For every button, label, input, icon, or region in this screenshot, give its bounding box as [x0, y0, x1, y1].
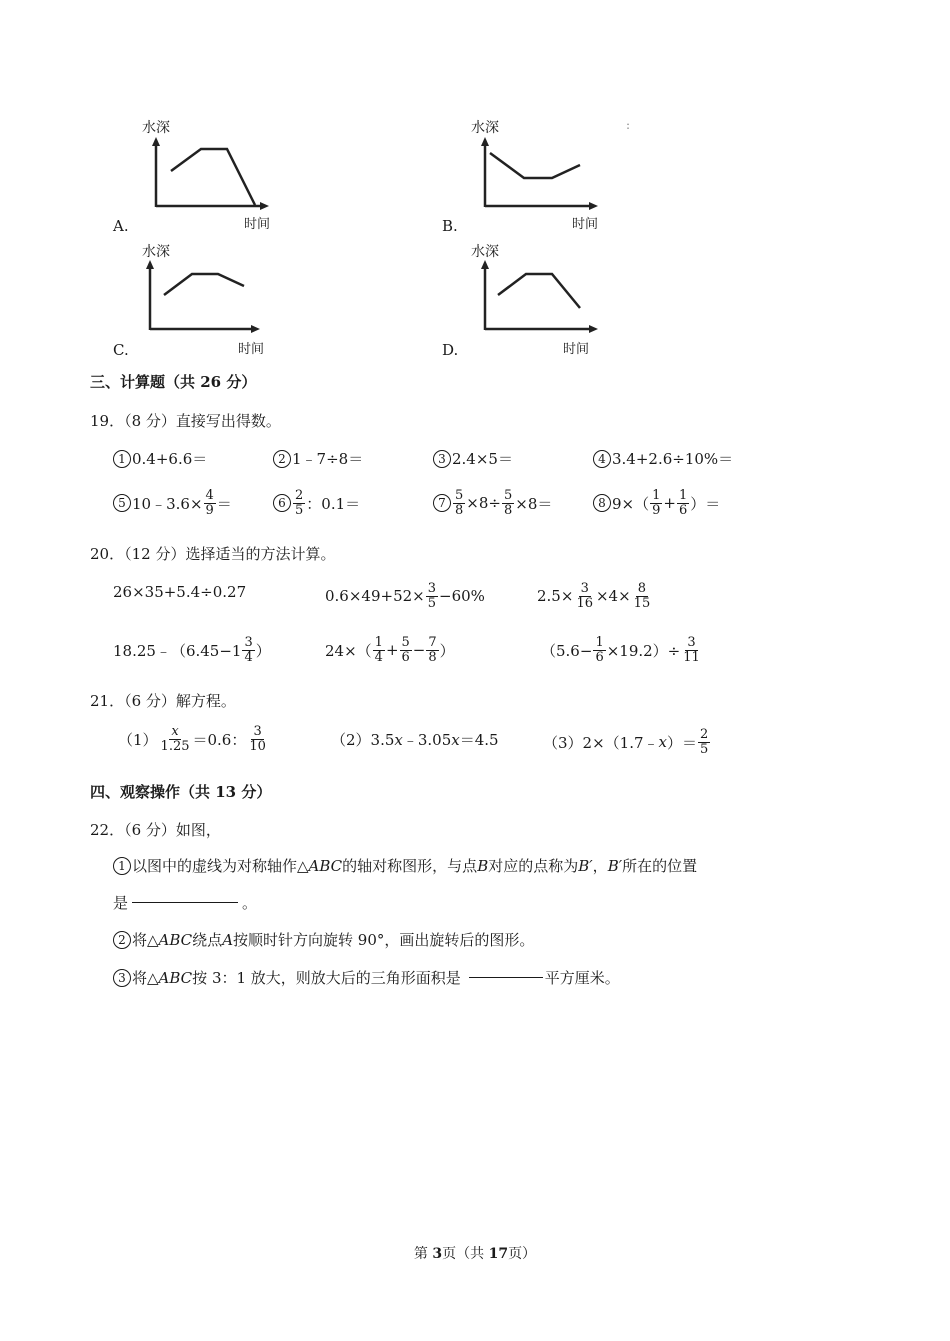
fraction: $\frac{7}{8}$: [428, 635, 437, 665]
expression-part: （1）: [118, 730, 158, 749]
q20-expr-3: [537, 582, 653, 610]
expression-part: ）＝: [666, 733, 697, 752]
q22-line-2: 是 。: [113, 894, 258, 912]
q19-item-7: [433, 489, 552, 517]
graph-a-ylabel: 水深: [142, 120, 170, 136]
expression-part: 10﹣3.6×: [132, 494, 203, 513]
fraction: $\frac{5}{8}$: [503, 488, 513, 518]
expression: 26×35+5.4÷0.27: [113, 583, 247, 601]
fraction: $\frac{4}{9}$: [205, 488, 214, 518]
q20-expr-2: [325, 582, 485, 610]
fraction: $\frac{1}{6}$: [595, 635, 604, 665]
q20-expr-6: [541, 636, 703, 664]
variable-x: x: [394, 730, 403, 749]
expression: 1﹣7÷8＝: [292, 450, 364, 468]
expression-part: 24×（: [325, 641, 372, 660]
answer-blank[interactable]: [469, 977, 543, 978]
fraction: $\frac{1}{6}$: [678, 488, 688, 518]
expression-part: ）: [439, 641, 455, 660]
expression-part: ＝4.5: [459, 731, 499, 749]
graph-c-ylabel: 水深: [142, 244, 170, 260]
expression-part: ×4×: [595, 587, 631, 606]
q19-item-5: [113, 489, 232, 517]
circle-number: 2: [273, 450, 291, 468]
graph-b: [474, 135, 609, 215]
circle-number: 2: [113, 931, 131, 949]
fraction: $\frac{2}{5}$: [700, 727, 709, 757]
circle-number: 3: [433, 450, 451, 468]
q19-item-3: [433, 448, 513, 469]
expression-part: （2）3.5: [331, 731, 395, 749]
q20-expr-5: [325, 636, 455, 664]
q22-line-4: 3 将△ ABC 按 3：1 放大，则放大后的三角形面积是 平方厘米。: [113, 967, 620, 988]
graph-d: [474, 258, 609, 338]
fraction: $\frac{3}{5}$: [427, 581, 437, 611]
graph-c-xlabel: 时间: [238, 342, 265, 357]
graph-a: [145, 135, 280, 215]
expression: 3.4+2.6÷10%＝: [612, 450, 734, 468]
fraction: $\frac{3}{10}$: [249, 724, 266, 754]
expression-part: ×8÷: [466, 494, 501, 513]
fraction: $\frac{8}{15}$: [633, 581, 651, 611]
expression-part: ：0.1＝: [306, 494, 361, 513]
circle-number: 6: [273, 494, 291, 512]
expression-part: ×19.2）÷: [606, 641, 681, 660]
graph-d-ylabel: 水深: [471, 244, 499, 260]
expression-part: （3）2×（1.7﹣: [543, 733, 659, 752]
q19-item-8: [593, 489, 720, 517]
option-d-label: D.: [442, 341, 459, 359]
q20-expr-1: [113, 583, 246, 601]
expression-part: ×8＝: [515, 494, 553, 513]
fraction: $\frac{3}{4}$: [244, 635, 253, 665]
circle-number: 8: [593, 494, 611, 512]
expression-part: ＝: [216, 494, 232, 513]
variable-x: x: [451, 730, 460, 749]
circle-number: 7: [433, 494, 451, 512]
stray-mark: :: [626, 118, 631, 132]
q20-heading: 20．（12 分）选择适当的方法计算。: [90, 545, 336, 563]
expression-part: （5.6−: [541, 641, 593, 660]
expression-part: ）: [255, 641, 271, 660]
q21-equation-2: [331, 729, 499, 750]
q19-item-4: [593, 448, 733, 469]
total-pages: 17: [488, 1246, 509, 1262]
page-footer: 第 3页（共 17页）: [413, 1246, 537, 1262]
expression-part: ＝0.6：: [192, 730, 247, 749]
circle-number: 1: [113, 450, 131, 468]
q19-heading: 19．（8 分）直接写出得数。: [90, 412, 281, 430]
option-c-label: C.: [113, 341, 129, 359]
q19-item-2: [273, 448, 363, 469]
expression-part: +: [385, 641, 399, 660]
expression-part: ﹣3.05: [402, 731, 452, 749]
q19-item-6: [273, 489, 360, 517]
expression-part: +: [663, 494, 676, 513]
fraction: $\frac{3}{16}$: [576, 581, 593, 611]
circle-number: 5: [113, 494, 131, 512]
expression-part: 18.25﹣（6.45−1: [113, 641, 242, 660]
section-4-title: 四、观察操作（共 13 分）: [90, 783, 272, 801]
q22-line-3: 2 将△ ABC 绕点 A 按顺时针方向旋转 90°，画出旋转后的图形。: [113, 929, 534, 950]
q20-expr-4: [113, 636, 271, 664]
fraction: $\frac{3}{11}$: [683, 635, 700, 665]
expression-part: 0.6×49+52×: [325, 587, 425, 606]
fraction: $\frac{x}{1.25}$: [160, 724, 190, 754]
q21-heading: 21．（6 分）解方程。: [90, 692, 236, 710]
graph-b-xlabel: 时间: [572, 217, 599, 232]
expression-part: −60%: [439, 587, 485, 606]
expression: 2.4×5＝: [452, 450, 513, 468]
q21-equation-3: [543, 728, 711, 756]
expression: 0.4+6.6＝: [132, 450, 208, 468]
expression-part: ）＝: [690, 494, 721, 513]
q21-equation-1: [118, 725, 269, 753]
fraction: $\frac{5}{8}$: [455, 488, 464, 518]
q19-item-1: [113, 448, 207, 469]
fraction: $\frac{5}{6}$: [401, 635, 410, 665]
fraction: $\frac{2}{5}$: [295, 488, 304, 518]
q22-line-1: 1 以图中的虚线为对称轴作△ ABC 的轴对称图形，与点 B 对应的点称为 B′ ， B′ 所在的位置: [113, 855, 697, 876]
fraction: $\frac{1}{9}$: [652, 488, 661, 518]
page-number: 3: [432, 1246, 443, 1262]
circle-number: 1: [113, 857, 131, 875]
graph-b-ylabel: 水深: [471, 120, 499, 136]
graph-c: [142, 258, 277, 338]
answer-blank[interactable]: [132, 902, 238, 903]
circle-number: 3: [113, 969, 131, 987]
option-a-label: A.: [113, 217, 129, 235]
circle-number: 4: [593, 450, 611, 468]
option-b-label: B.: [442, 217, 458, 235]
expression-part: 2.5×: [537, 587, 574, 606]
expression-part: 9×（: [612, 494, 650, 513]
variable-x: x: [658, 733, 667, 752]
graph-a-xlabel: 时间: [244, 217, 271, 232]
expression-part: −: [412, 641, 426, 660]
q22-heading: 22．（6 分）如图，: [90, 821, 221, 839]
graph-d-xlabel: 时间: [563, 342, 590, 357]
section-3-title: 三、计算题（共 26 分）: [90, 373, 257, 391]
fraction: $\frac{1}{4}$: [374, 635, 383, 665]
